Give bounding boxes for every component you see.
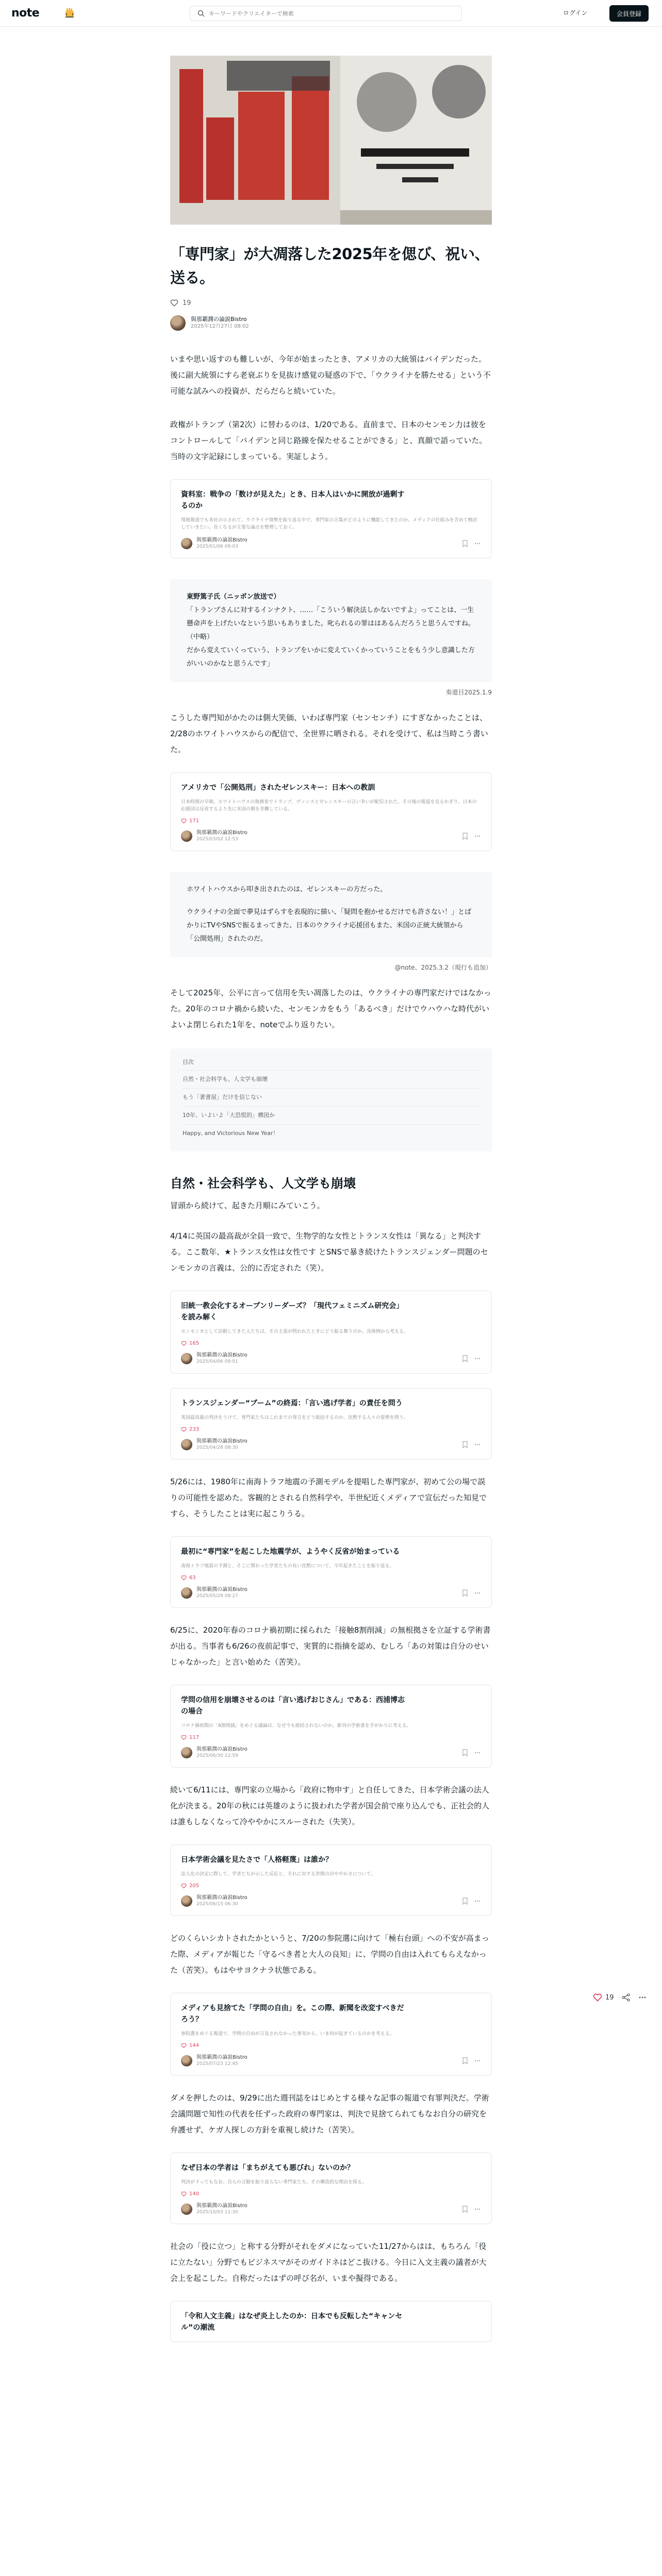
embed-title[interactable]: 「令和人文主義」はなぜ炎上したのか：日本でも反転した“キャンセル”の潮流 <box>181 2312 403 2332</box>
avatar <box>181 831 192 842</box>
embed-like-count: 165 <box>181 1341 481 1346</box>
embedded-article-card[interactable] <box>170 1291 492 1374</box>
search-input[interactable] <box>209 10 446 17</box>
table-of-contents <box>170 1048 492 1151</box>
search-bar[interactable] <box>190 6 462 21</box>
embed-author: 與那覇潤の論説Bistro <box>196 1747 247 1752</box>
embed-excerpt: 南海トラフ地震の予測と、そこに関わった学者たちの長い沈黙について、今年起きたことを振り返る。 <box>181 1564 394 1569</box>
quote-line: ホワイトハウスから叩き出されたのは、ゼレンスキーの方だった。 <box>187 886 387 893</box>
more-icon[interactable] <box>474 2057 481 2064</box>
bookmark-icon[interactable] <box>461 1441 469 1448</box>
embed-date: 2025/10/03 11:30 <box>196 2210 238 2215</box>
heart-icon[interactable] <box>170 299 178 307</box>
avatar <box>181 1587 192 1599</box>
embed-excerpt: 日本時間の早朝、ホワイトハウスの執務室でトランプ、ヴァンスとゼレンスキーの言い争いが配信された。その後の報道を見るかぎり、日本の応援団は反省するより先に米国の側を非難している。 <box>181 800 477 812</box>
search-icon <box>197 10 205 17</box>
book-covers-photo <box>170 56 492 225</box>
more-icon[interactable] <box>474 1589 481 1597</box>
embed-author: 與那覇潤の論説Bistro <box>196 1438 247 1444</box>
author-block[interactable] <box>170 315 492 331</box>
embed-title[interactable]: なぜ日本の学者は「まちがえても悪びれ」ないのか？ <box>181 2164 354 2172</box>
embed-date: 2025/06/30 12:59 <box>196 1753 238 1758</box>
quote-source: 奏還目2025.1.9 <box>445 689 492 696</box>
embedded-article-card[interactable] <box>170 772 492 851</box>
embed-author: 與那覇潤の論説Bistro <box>196 2203 247 2209</box>
blockquote <box>170 872 492 957</box>
avatar[interactable] <box>170 315 186 331</box>
embed-like-count: 140 <box>181 2191 481 2197</box>
heart-icon <box>181 2191 187 2197</box>
embed-title[interactable]: 資料室：戦争の「数けが見えた」とき、日本人はいかに開放が過剰するのか <box>181 490 405 510</box>
embed-title[interactable]: メディアも見捨てた「学問の自由」を。この際、新聞を改変すべきだろう？ <box>181 2004 404 2024</box>
avatar <box>181 1895 192 1907</box>
embedded-article-card[interactable] <box>170 1993 492 2076</box>
article-body <box>170 242 492 2342</box>
more-icon[interactable] <box>474 1441 481 1448</box>
article-hero-image <box>170 56 492 225</box>
avatar <box>181 2204 192 2215</box>
embed-date: 2025/07/23 12:45 <box>196 2061 238 2066</box>
paragraph: 政権がトランプ（第2次）に替わるのは、1/20である。直前まで、日本のセンモン力は彼をコントロールして「バイデンと同じ路線を保たせることができる」と、真顔で語っていた。当時の文字記録にしまっている。実証しよう。 <box>170 420 487 461</box>
site-header <box>0 0 662 27</box>
bookmark-icon[interactable] <box>461 1749 469 1756</box>
share-icon[interactable] <box>621 1993 631 2002</box>
more-icon[interactable] <box>474 1897 481 1905</box>
section-heading: 自然・社会科学も、人文学も崩壊 <box>170 1176 356 1191</box>
bookmark-icon[interactable] <box>461 1355 469 1362</box>
embed-title[interactable]: 学問の信用を崩壊させるのは「言い逃げおじさん」である：西浦博志の場合 <box>181 1696 405 1716</box>
article-title: 「専門家」が大凋落した2025年を偲び、祝い、送る。 <box>170 245 490 286</box>
embed-excerpt: 法人化の決定に際して、学者たちが示した反応と、それに対する世間の冷ややかさについて。 <box>181 1872 376 1877</box>
embed-title[interactable]: アメリカで「公開処刑」されたゼレンスキー：日本への教訓 <box>181 784 375 792</box>
embed-author: 與那覇潤の論説Bistro <box>196 1895 247 1901</box>
embedded-article-card[interactable] <box>170 1536 492 1608</box>
embedded-article-card[interactable] <box>170 1685 492 1768</box>
like-counter[interactable] <box>170 299 492 307</box>
embed-author: 與那覇潤の論説Bistro <box>196 2055 247 2060</box>
blockquote <box>170 579 492 682</box>
bookmark-icon[interactable] <box>461 540 469 547</box>
toc-heading[interactable]: 目次 <box>183 1059 194 1065</box>
floating-like-count: 19 <box>605 1993 614 2002</box>
embed-like-count: 171 <box>181 818 481 824</box>
bookmark-icon[interactable] <box>461 2057 469 2064</box>
paragraph: 6/25に、2020年春のコロナ禍初期に採られた「接触8割削減」の無根拠さを立証する学術書が出る。当事者も6/26の夜前記事で、実質的に指摘を認め、むしろ「あの対策は自分のせいじゃなかった」と言い始めた（苦笑）。 <box>170 1625 491 1667</box>
signup-button[interactable]: 会員登録 <box>609 5 649 22</box>
quote-line: 「トランプさんに対するインナクト、……「こういう解決法しかないですよ」ってことは、一生懸命声を上げたいなという思いもありました。叱られるの罪ははあるんだろうと思うんですね。 <box>187 606 475 628</box>
heart-icon <box>181 1575 187 1581</box>
embedded-article-card[interactable] <box>170 1844 492 1916</box>
embed-date: 2025/01/06 09:03 <box>196 544 238 549</box>
avatar <box>181 1439 192 1450</box>
more-icon[interactable] <box>474 540 481 547</box>
embed-excerpt: コロナ禍初期の「8割削減」をめぐる議論は、なぜ今も総括されないのか。新刊の学術書を手がかりに考える。 <box>181 1723 411 1728</box>
more-icon[interactable] <box>474 1749 481 1756</box>
embed-title[interactable]: 最初に“専門家”を起こした地震学が、ようやく反省が始まっている <box>181 1548 400 1556</box>
bookmark-icon[interactable] <box>461 1897 469 1905</box>
embed-author: 與那覇潤の論説Bistro <box>196 1587 247 1592</box>
embed-excerpt: 英国最高裁の判決をうけて、専門家たちはこれまでの発言をどう総括するのか。沈黙する人々の姿勢を問う。 <box>181 1415 408 1420</box>
avatar <box>181 1747 192 1758</box>
embed-author: 與那覇潤の論説Bistro <box>196 537 247 543</box>
avatar <box>181 2055 192 2066</box>
more-icon[interactable] <box>474 833 481 840</box>
paragraph: ダメを押したのは、9/29に出た週刊誌をはじめとする様々な記事の報道で有罪判決だ。学術会議問題で知性の代表を任ずった政府の専門家は、判決で見捨てられてもなお自分の研究を弁護せず、ケガ人探しの方針を重視し続けた（苦笑）。 <box>170 2093 489 2134</box>
paragraph: 続いて6/11には、専門家の立場から「政府に物申す」と自任してきた、日本学術会議の法人化が決まる。20年の秋には英雄のように扱われた学者が国会前で座り込んでも、正社会的人は誰もしなくなって冷ややかにスルーされた（失笑）。 <box>170 1785 490 1826</box>
more-icon[interactable] <box>474 2206 481 2213</box>
embed-author: 與那覇潤の論説Bistro <box>196 830 247 836</box>
paragraph: 冒頭から続けて、起きた月順にみていこう。 <box>170 1201 325 1210</box>
toc-item[interactable]: Happy, and Victorious New Year！ <box>183 1124 479 1142</box>
quote-line: ウクライナの全面で夢見はずらすを表現的に描い、「疑問を抱かせるだけでも許さない！」とばかりにTVやSNSで振るまってきた、日本のウクライナ応援団もまた、米国の正統大統領から「公開処刑」されたのだ。 <box>187 908 472 943</box>
embed-date: 2025/06/15 06:30 <box>196 1902 238 1907</box>
embed-title[interactable]: 旧統一教会化するオープンリーダーズ？「現代フェミニズム研究会」を読み解く <box>181 1302 404 1321</box>
embedded-article-card[interactable] <box>170 479 492 558</box>
paragraph: こうした専門知がかたのは側大笑価、いわば専門家（センセンチ）にすぎなかったことは、2/28のホワイトハウスからの配信で、全世界に晒される。それを受けて、私は当時こう書いた。 <box>170 713 488 754</box>
embedded-article-card[interactable] <box>170 2153 492 2224</box>
embed-like-count: 63 <box>181 1575 481 1581</box>
embed-like-count: 205 <box>181 1883 481 1889</box>
author-name[interactable]: 與那覇潤の論説Bistro <box>191 316 247 323</box>
embed-excerpt: 現地報道でも各社の示されて、ウクライナ情勢を振り返る中で、専門家の言葉がどのように機能してきたのか。メディアの仕組みを含めて検討していきたい。長くなるが主要な論点を整理しておく。 <box>181 518 477 530</box>
embed-excerpt: センモンカとして活動してきた人たちは、その主張が問われたときにどう振る舞うのか。具体例から考える。 <box>181 1329 409 1334</box>
more-icon[interactable] <box>638 1993 647 2002</box>
embed-excerpt: 判決が下ってもなお、自らの言動を振り返らない専門家たち。その構造的な理由を探る。 <box>181 2180 367 2185</box>
paragraph: 社会の「役に立つ」と称する分野がそれをダメになっていた11/27からはは、もちろん「役に立たない」分野でもビジネスマがそのガイドネはどこ抜ける。今日に入文主義の議者が大会上を起こした。自称だったはずの呼び名が、いまや擬得である。 <box>170 2242 487 2283</box>
paragraph: どのくらいシカトされたかというと、7/20の参院選に向けて「極右台頭」への不安が高まった際、メディアが報じた「守るべき者と大人の良知」に、学問の自由は入れてもらえなかった（苦笑）。もはやサヨクナラ状態である。 <box>170 1934 489 1975</box>
floating-action-bar <box>593 1993 647 2002</box>
embed-like-count: 144 <box>181 2043 481 2048</box>
login-link[interactable]: ログイン <box>563 9 588 16</box>
embedded-article-card[interactable] <box>170 1388 492 1460</box>
heart-icon <box>181 1341 187 1346</box>
avatar <box>181 538 192 549</box>
embed-author: 與那覇潤の論説Bistro <box>196 1352 247 1358</box>
toc-item[interactable]: 自然・社会科学も、人文学も崩壊 <box>183 1070 479 1088</box>
hand-icon <box>64 7 76 19</box>
bookmark-icon[interactable] <box>461 1589 469 1597</box>
toc-item[interactable]: 10年、いよいよ「大恐慌的」構図か <box>183 1106 479 1124</box>
toc-item[interactable]: もう「著書屋」だけを信じない <box>183 1088 479 1106</box>
floating-like[interactable] <box>593 1993 614 2002</box>
heart-icon <box>181 1427 187 1432</box>
quote-line: （中略） <box>187 633 214 641</box>
quote-line: だから変えていくっていう、トランプをいかに変えていくかっていうことをもう少し意識した方がいいのかなと思うんです」 <box>187 647 475 668</box>
bookmark-icon[interactable] <box>461 2206 469 2213</box>
embed-date: 2025/03/02 12:53 <box>196 837 238 842</box>
heart-icon[interactable] <box>593 1993 602 2002</box>
embed-like-count: 233 <box>181 1427 481 1432</box>
embed-date: 2025/04/06 09:01 <box>196 1359 238 1364</box>
heart-icon <box>181 1735 187 1740</box>
heart-icon <box>181 818 187 824</box>
embed-title[interactable]: 日本学術会議を見たさで「人格軽蔑」は誰か？ <box>181 1856 333 1864</box>
publish-date: 2025年12月27日 08:02 <box>191 324 249 329</box>
paragraph: そして2025年、公平に言って信用を失い凋落したのは、ウクライナの専門家だけではなかった。20年のコロナ禍から続いた、センモンカをもう「あるべき」だけでウハウハな時代がいよいよ閉じられた1年を、noteでふり返りたい。 <box>170 988 491 1029</box>
quote-source: @note、2025.3.2（現行も追加） <box>394 964 492 971</box>
paragraph: 4/14に英国の最高裁が全員一致で、生物学的な女性とトランス女性は「異なる」と判決する。ここ数年、★トランス女性は女性です とSNSで暴き続けたトランスジェンダー問題のセンモンカの言義は、公的に否定された（笑）。 <box>170 1231 488 1273</box>
heart-icon <box>181 1883 187 1889</box>
note-logo[interactable]: note <box>11 7 40 20</box>
embed-date: 2025/04/26 08:30 <box>196 1445 238 1450</box>
like-count: 19 <box>183 299 191 307</box>
avatar <box>181 1353 192 1364</box>
quote-line: 東野篤子氏（ニッポン放送で） <box>187 593 280 601</box>
embed-title[interactable]: トランスジェンダー“ブーム”の終焉：「言い逃げ学者」の責任を問う <box>181 1399 403 1408</box>
embed-like-count: 117 <box>181 1735 481 1740</box>
bookmark-icon[interactable] <box>461 833 469 840</box>
paragraph: いまや思い返すのも難しいが、今年が始まったとき、アメリカの大統領はバイデンだった。後に副大統領にすら老衰ぶりを見抜け感覚の疑惑の下で、「ウクライナを勝たせる」という不可能な試みへの投資が、だらだらと続いていた。 <box>170 354 491 396</box>
more-icon[interactable] <box>474 1355 481 1362</box>
embed-date: 2025/05/29 08:27 <box>196 1594 238 1599</box>
embedded-article-card[interactable] <box>170 2301 492 2342</box>
embed-excerpt: 参院選をめぐる報道で、学問の自由が言及されなかった事実から、いま何が起きているのかを考える。 <box>181 2031 394 2037</box>
paragraph: 5/26には、1980年に南海トラフ地震の予測モデルを提唱した専門家が、初めて公の場で誤りの可能性を認めた。客観的とされる自然科学や、半世紀近くメディアで宣伝だった知見ですら、そうしたことは実に起こりうる。 <box>170 1477 487 1518</box>
heart-icon <box>181 2043 187 2048</box>
